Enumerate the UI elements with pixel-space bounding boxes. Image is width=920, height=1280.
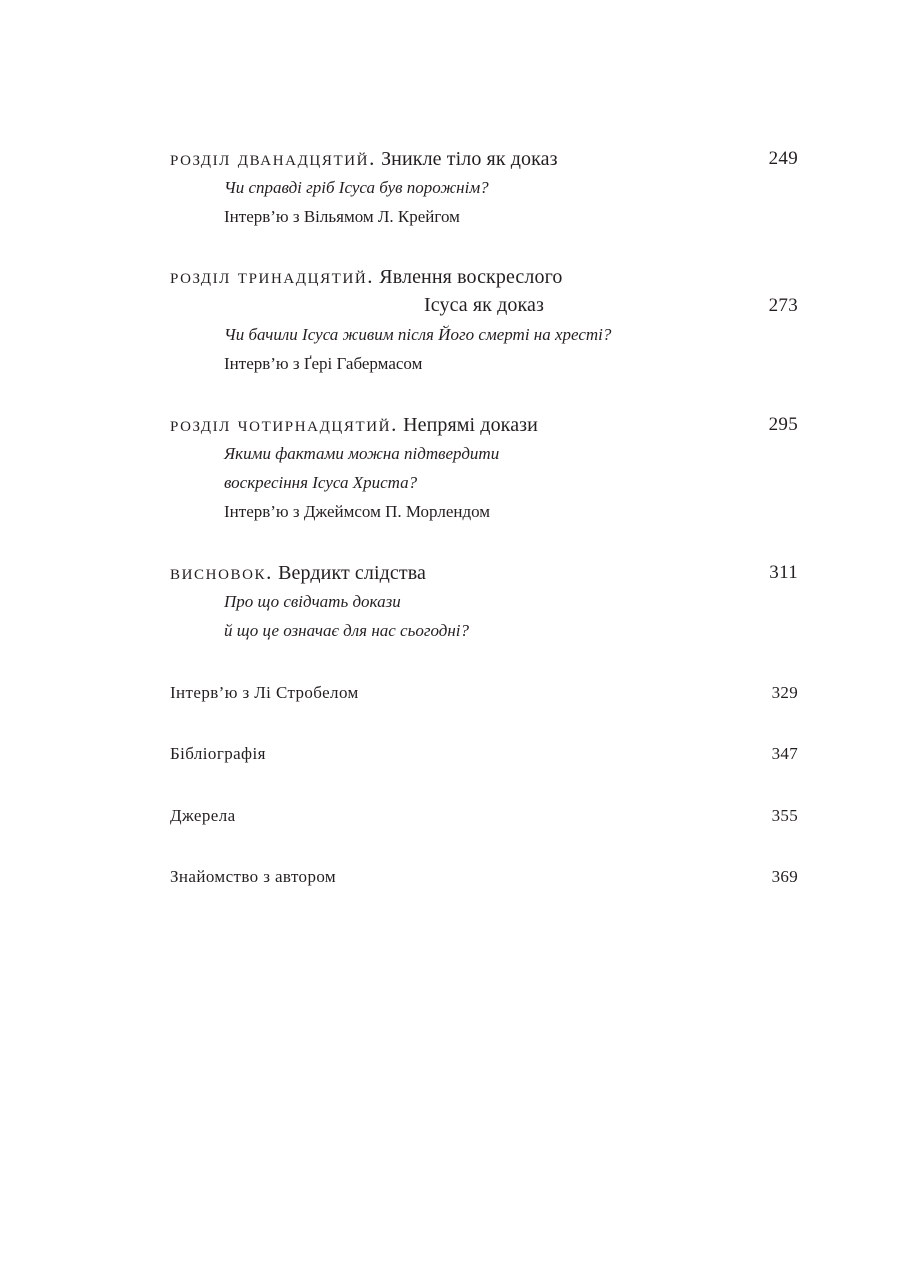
- chapter-title-continued: Ісуса як доказ: [424, 294, 544, 316]
- page-number: 355: [771, 806, 798, 825]
- page-number: 311: [769, 562, 798, 583]
- chapter-title: Непрямі докази: [403, 414, 538, 436]
- chapter-interview: Інтерв’ю з Джеймсом П. Морлендом: [224, 502, 491, 521]
- back-matter-item[interactable]: [170, 801, 798, 830]
- item-title: Знайомство з автором: [170, 867, 337, 886]
- toc-entry-chapter-12[interactable]: [170, 144, 798, 231]
- page-number: 347: [771, 744, 798, 763]
- chapter-title: Явлення воскреслого: [379, 266, 563, 288]
- back-matter-item[interactable]: [170, 862, 798, 891]
- page-number: 295: [768, 414, 798, 435]
- chapter-heading[interactable]: [170, 410, 798, 439]
- back-matter-item[interactable]: [170, 739, 798, 768]
- toc-entry-chapter-13[interactable]: [170, 262, 798, 378]
- chapter-question-line-2: й що це означає для нас сьогодні?: [224, 621, 469, 640]
- chapter-question-line-1: Якими фактами можна підтвердити: [224, 444, 500, 463]
- chapter-title: Вердикт слідства: [278, 562, 426, 584]
- chapter-heading[interactable]: [170, 558, 798, 587]
- chapter-interview: Інтерв’ю з Ґері Габермасом: [224, 354, 423, 373]
- chapter-label: розділ чотирнадцятий.: [170, 412, 398, 436]
- toc-entry-conclusion[interactable]: [170, 558, 798, 645]
- chapter-heading[interactable]: [170, 144, 798, 173]
- chapter-question: Чи справді гріб Ісуса був порожнім?: [224, 178, 489, 197]
- chapter-label: розділ дванадцятий.: [170, 146, 376, 170]
- chapter-heading[interactable]: [170, 262, 798, 291]
- page-number: 249: [768, 148, 798, 169]
- toc-entry-bibliography[interactable]: [170, 739, 798, 768]
- back-matter-item[interactable]: [170, 678, 798, 707]
- chapter-interview: Інтерв’ю з Вільямом Л. Крейгом: [224, 207, 460, 226]
- chapter-title: Зникле тіло як доказ: [381, 148, 558, 170]
- chapter-heading-continued[interactable]: [170, 291, 798, 320]
- item-title: Бібліографія: [170, 744, 266, 763]
- chapter-question-line-2: воскресіння Ісуса Христа?: [224, 473, 418, 492]
- chapter-question-line-1: Про що свідчать докази: [224, 592, 401, 611]
- toc-entry-about-author[interactable]: [170, 862, 798, 891]
- item-title: Інтерв’ю з Лі Стробелом: [170, 683, 359, 702]
- toc-entry-chapter-14[interactable]: [170, 410, 798, 526]
- toc-entry-interview-strobel[interactable]: [170, 678, 798, 707]
- toc-entry-sources[interactable]: [170, 801, 798, 830]
- chapter-label: висновок.: [170, 560, 273, 584]
- item-title: Джерела: [170, 806, 236, 825]
- page-number: 273: [768, 295, 798, 316]
- page-number: 329: [771, 683, 798, 702]
- chapter-question: Чи бачили Ісуса живим після Його смерті на хресті?: [224, 325, 612, 344]
- page-number: 369: [771, 867, 798, 886]
- chapter-label: розділ тринадцятий.: [170, 264, 375, 288]
